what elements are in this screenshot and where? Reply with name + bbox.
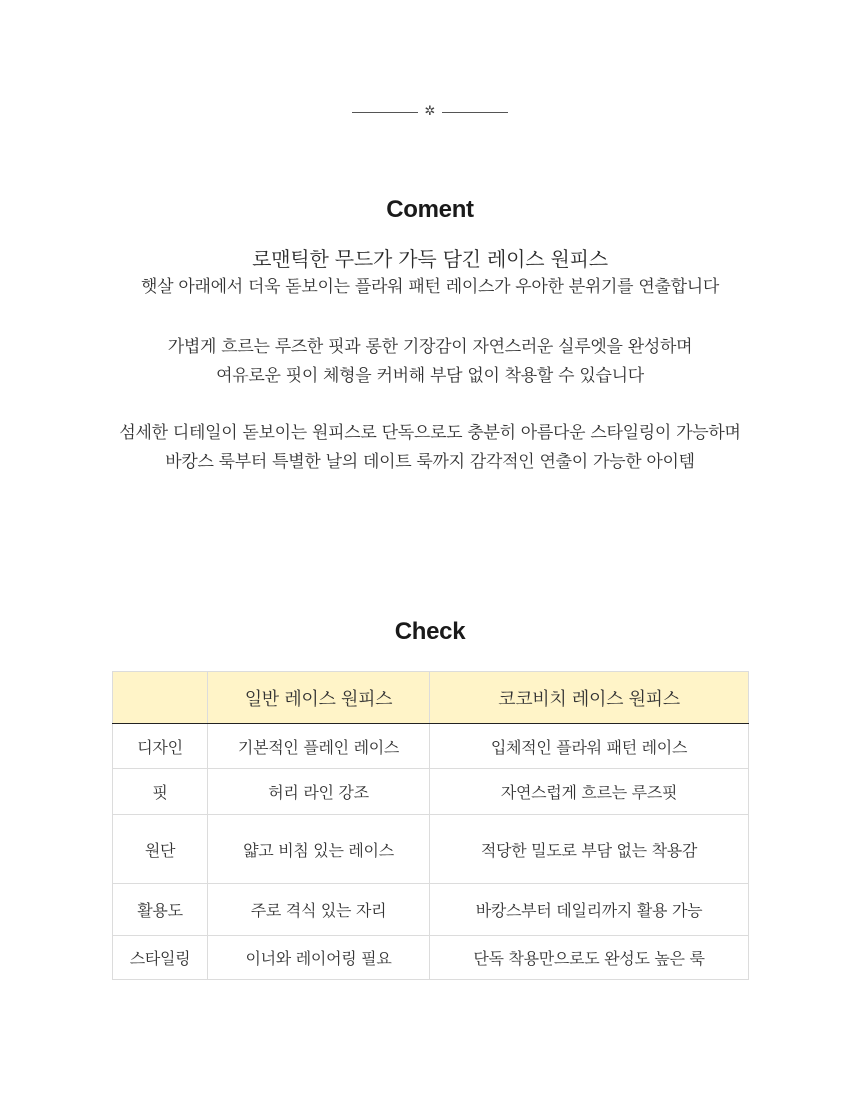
table-row xyxy=(113,769,749,815)
table-row xyxy=(113,815,749,884)
row-label: 활용도 xyxy=(113,884,208,936)
comment-title: Coment xyxy=(386,196,474,223)
comment-line: 섬세한 디테일이 돋보이는 원피스로 단독으로도 충분히 아름다운 스타일링이 가능하며 xyxy=(119,423,741,443)
comment-headline: 로맨틱한 무드가 가득 담긴 레이스 원피스 xyxy=(252,247,608,271)
comment-line: 여유로운 핏이 체형을 커버해 부담 없이 착용할 수 있습니다 xyxy=(216,366,644,386)
table-row xyxy=(113,724,749,769)
regular-value: 기본적인 플레인 레이스 xyxy=(208,724,430,769)
table-header-row xyxy=(113,672,749,724)
cocobeach-value: 단독 착용만으로도 완성도 높은 룩 xyxy=(430,936,749,980)
cocobeach-value: 입체적인 플라워 패턴 레이스 xyxy=(430,724,749,769)
comment-line: 바캉스 룩부터 특별한 날의 데이트 룩까지 감각적인 연출이 가능한 아이템 xyxy=(165,452,695,472)
row-label: 핏 xyxy=(113,769,208,815)
check-title: Check xyxy=(394,618,466,645)
row-label: 스타일링 xyxy=(113,936,208,980)
regular-value: 얇고 비침 있는 레이스 xyxy=(208,815,430,884)
header-cell-regular: 일반 레이스 원피스 xyxy=(208,672,430,724)
comment-paragraph-1 xyxy=(0,245,860,302)
divider-line-right xyxy=(442,112,508,113)
table-row xyxy=(113,884,749,936)
comment-line: 햇살 아래에서 더욱 돋보이는 플라워 패턴 레이스가 우아한 분위기를 연출합니다 xyxy=(141,277,719,297)
cocobeach-value: 자연스럽게 흐르는 루즈핏 xyxy=(430,769,749,815)
table-row xyxy=(113,936,749,980)
divider-line-left xyxy=(352,112,418,113)
header-cell-cocobeach: 코코비치 레이스 원피스 xyxy=(430,672,749,724)
ornament-icon: ✲ xyxy=(424,104,436,119)
regular-value: 허리 라인 강조 xyxy=(208,769,430,815)
regular-value: 이너와 레이어링 필요 xyxy=(208,936,430,980)
row-label: 원단 xyxy=(113,815,208,884)
row-label: 디자인 xyxy=(113,724,208,769)
comparison-table xyxy=(112,671,749,980)
cocobeach-value: 적당한 밀도로 부담 없는 착용감 xyxy=(430,815,749,884)
cocobeach-value: 바캉스부터 데일리까지 활용 가능 xyxy=(430,884,749,936)
regular-value: 주로 격식 있는 자리 xyxy=(208,884,430,936)
section-divider xyxy=(352,104,508,120)
comment-line: 가볍게 흐르는 루즈한 핏과 롱한 기장감이 자연스러운 실루엣을 완성하며 xyxy=(167,337,693,357)
comment-paragraph-3 xyxy=(0,419,860,477)
header-cell-empty xyxy=(113,672,208,724)
comment-paragraph-2 xyxy=(0,333,860,391)
